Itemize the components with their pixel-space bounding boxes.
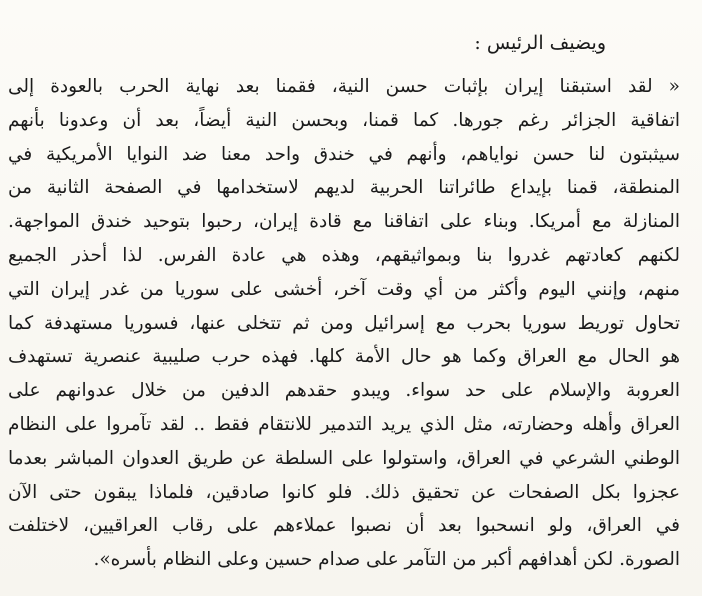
text-line: تحاول توريط سوريا بحرب مع إسرائيل ومن ثم تتخلى عنها، فسوريا مستهدفة كما [8,312,680,334]
text-line: هو الحال مع العراق وكما هو حال الأمة كلها. فهذه حرب صليبية عنصرية تستهدف [8,346,680,368]
text-line: اتفاقية الجزائر رغم جورها. كما قمنا، وبحسن النية أيضاً، بعد أن وعدونا بأنهم [8,109,680,131]
text-line: لكنهم كعادتهم غدروا بنا وبمواثيقهم، وهذه هي عادة الفرس. لذا أحذر الجميع [8,244,680,266]
text-line: منهم، وإنني اليوم وأكثر من أي وقت آخر، أخشى على سوريا من غدر إيران التي [8,278,680,300]
quote-body [8,70,680,577]
text-line: المنازلة مع أمريكا. وبناء على اتفاقنا مع قادة إيران، رحبوا بتوحيد خندق المواجهة. [8,211,680,233]
text-line: في العراق، ولو انسحبوا بعد أن نصبوا عملاءهم على رقاب العراقيين، لاختلفت [8,515,680,537]
text-line: عجزوا بكل الصفحات عن تحقيق ذلك. فلو كانوا صادقين، فلماذا يبقون حتى الآن [8,481,680,503]
text-line: « لقد استبقنا إيران بإثبات حسن النية، فقمنا بعد نهاية الحرب بالعودة إلى [8,76,680,97]
text-line: العروبة والإسلام على حد سواء. ويبدو حقدهم الدفين من خلال عدوانهم على [8,380,680,402]
text-line: الوطني الشرعي في العراق، واستولوا على السلطة عن طريق العدوان المباشر بعدما [8,447,680,469]
text-line-final: الصورة. لكن أهدافهم أكبر من التآمر على صدام حسين وعلى النظام بأسره». [93,549,680,571]
text-line: المنطقة، قمنا بإيداع طائراتنا الحربية لديهم لاستخدامها في الصفحة الثانية من [8,177,680,199]
text-line: سيثبتون لنا حسن نواياهم، وأنهم في خندق واحد معنا ضد النوايا الأمريكية في [8,143,680,165]
quote-intro-heading: ويضيف الرئيس : [474,32,606,54]
text-line: العراق وأهله وحضارته، مثل الذي يريد التدمير للانتقام فقط .. لقد تآمروا على النظام [8,413,680,435]
